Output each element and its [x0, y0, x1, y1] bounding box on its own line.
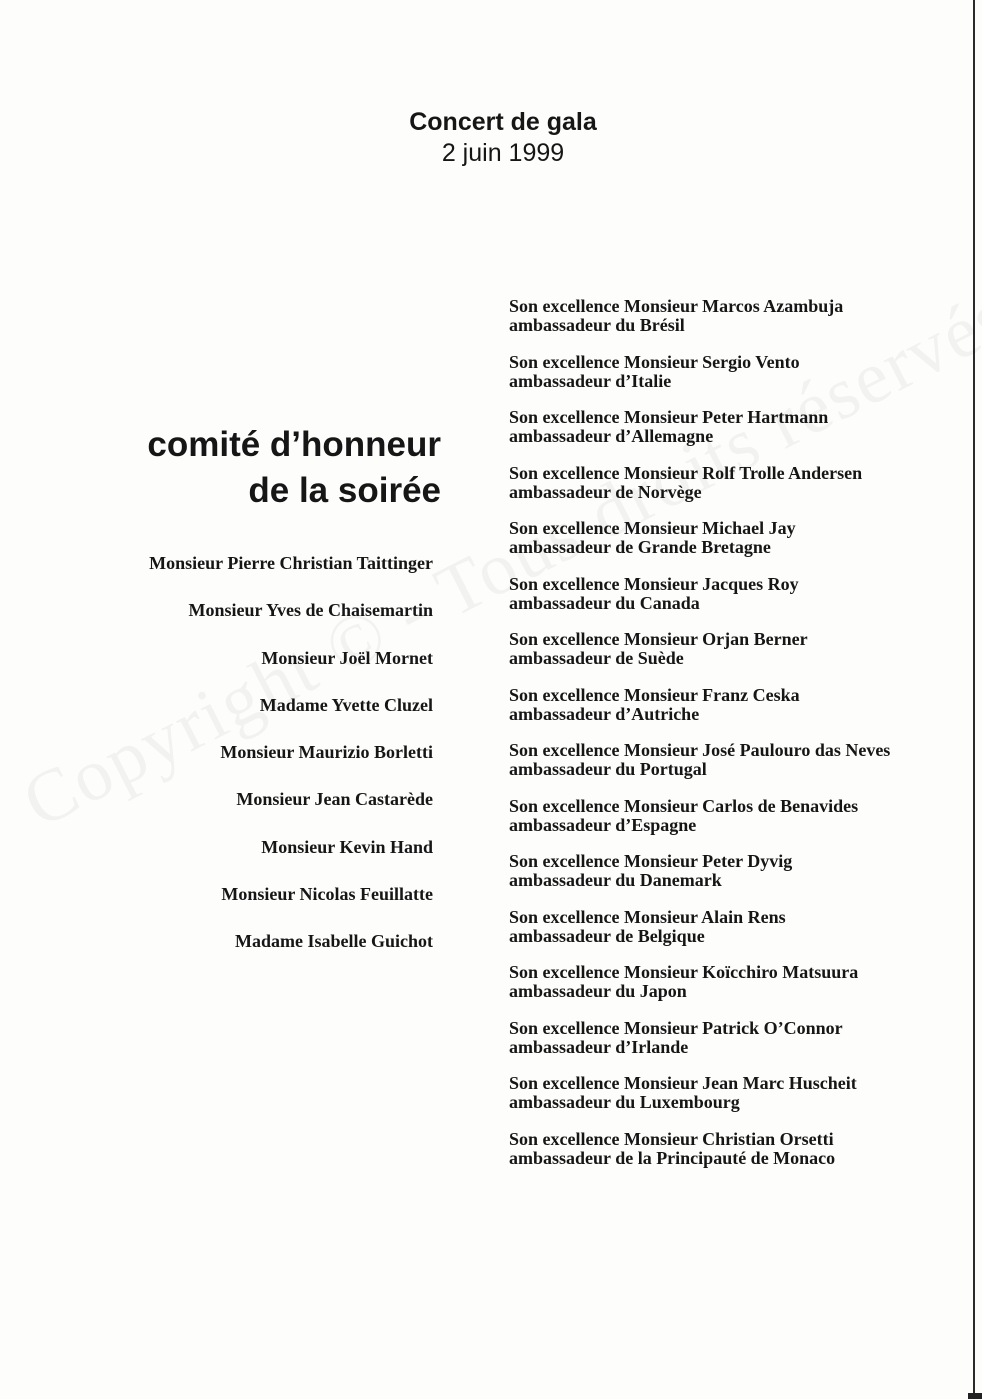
ambassador-name: Son excellence Monsieur Patrick O’Connor — [509, 1017, 843, 1038]
committee-member: Monsieur Joël Mornet — [261, 647, 433, 668]
committee-heading-line2: de la soirée — [248, 471, 441, 510]
committee-section — [0, 422, 441, 978]
ambassador-entry — [509, 908, 969, 964]
ambassador-title: ambassadeur du Canada — [509, 592, 700, 613]
ambassador-title: ambassadeur d’Autriche — [509, 703, 700, 724]
ambassador-name: Son excellence Monsieur Koïcchiro Matsuura — [509, 962, 859, 982]
ambassador-name: Son excellence Monsieur Alain Rens — [509, 906, 786, 927]
ambassador-name: Son excellence Monsieur Franz Ceska — [509, 684, 800, 705]
committee-member: Monsieur Nicolas Feuillatte — [221, 884, 433, 905]
concert-date: 2 juin 1999 — [441, 139, 565, 167]
ambassadors-list — [509, 297, 969, 1185]
ambassador-entry — [509, 852, 969, 908]
ambassador-title: ambassadeur de Belgique — [509, 925, 705, 946]
ambassador-title: ambassadeur d’Espagne — [509, 814, 697, 835]
committee-members — [0, 552, 441, 978]
page-edge-line — [973, 0, 975, 1399]
page-corner-mark — [968, 1393, 982, 1399]
ambassador-entry — [509, 797, 969, 853]
ambassador-title: ambassadeur du Luxembourg — [509, 1092, 740, 1112]
ambassador-title: ambassadeur de Suède — [509, 648, 684, 668]
ambassador-entry — [509, 408, 969, 464]
ambassador-name: Son excellence Monsieur Carlos de Benavides — [509, 795, 859, 816]
ambassador-title: ambassadeur d’Italie — [509, 370, 672, 391]
committee-heading — [0, 422, 441, 514]
ambassador-name: Son excellence Monsieur Marcos Azambuja — [509, 296, 844, 316]
ambassador-entry — [509, 575, 969, 631]
ambassador-title: ambassadeur de la Principauté de Monaco — [509, 1147, 836, 1168]
ambassador-entry — [509, 297, 969, 353]
ambassador-title: ambassadeur du Japon — [509, 981, 687, 1001]
committee-member: Madame Isabelle Guichot — [235, 931, 433, 952]
ambassador-name: Son excellence Monsieur Christian Orsetti — [509, 1128, 834, 1149]
ambassador-entry — [509, 686, 969, 742]
ambassador-name: Son excellence Monsieur Sergio Vento — [509, 351, 800, 372]
ambassador-title: ambassadeur de Grande Bretagne — [509, 537, 771, 557]
ambassador-title: ambassadeur du Danemark — [509, 870, 722, 890]
ambassador-entry — [509, 464, 969, 520]
committee-member: Monsieur Pierre Christian Taittinger — [149, 553, 433, 573]
committee-member: Monsieur Maurizio Borletti — [220, 742, 433, 763]
committee-member: Monsieur Yves de Chaisemartin — [188, 600, 433, 621]
committee-member: Monsieur Jean Castarède — [236, 789, 433, 810]
ambassador-entry — [509, 1130, 969, 1186]
ambassador-title: ambassadeur du Portugal — [509, 759, 707, 779]
ambassador-entry — [509, 1019, 969, 1075]
ambassador-entry — [509, 963, 969, 1019]
ambassador-entry — [509, 353, 969, 409]
ambassador-name: Son excellence Monsieur Rolf Trolle Andersen — [509, 462, 863, 483]
ambassador-title: ambassadeur d’Allemagne — [509, 426, 714, 446]
ambassador-entry — [509, 630, 969, 686]
document-header — [0, 106, 982, 168]
ambassador-name: Son excellence Monsieur Jean Marc Huscheit — [509, 1073, 857, 1093]
ambassador-title: ambassadeur de Norvège — [509, 481, 702, 502]
ambassador-name: Son excellence Monsieur José Paulouro das Neves — [509, 740, 891, 760]
ambassador-name: Son excellence Monsieur Michael Jay — [509, 518, 796, 538]
ambassador-name: Son excellence Monsieur Orjan Berner — [509, 629, 808, 649]
ambassador-entry — [509, 1074, 969, 1130]
ambassador-title: ambassadeur d’Irlande — [509, 1036, 689, 1057]
committee-member: Monsieur Kevin Hand — [261, 836, 433, 857]
ambassador-entry — [509, 741, 969, 797]
ambassador-name: Son excellence Monsieur Peter Dyvig — [509, 851, 793, 871]
ambassador-entry — [509, 519, 969, 575]
ambassador-title: ambassadeur du Brésil — [509, 315, 685, 335]
committee-heading-line1: comité d’honneur — [147, 425, 441, 464]
ambassador-name: Son excellence Monsieur Peter Hartmann — [509, 407, 829, 427]
committee-member: Madame Yvette Cluzel — [259, 694, 433, 715]
concert-title: Concert de gala — [409, 108, 597, 136]
ambassador-name: Son excellence Monsieur Jacques Roy — [509, 573, 799, 594]
